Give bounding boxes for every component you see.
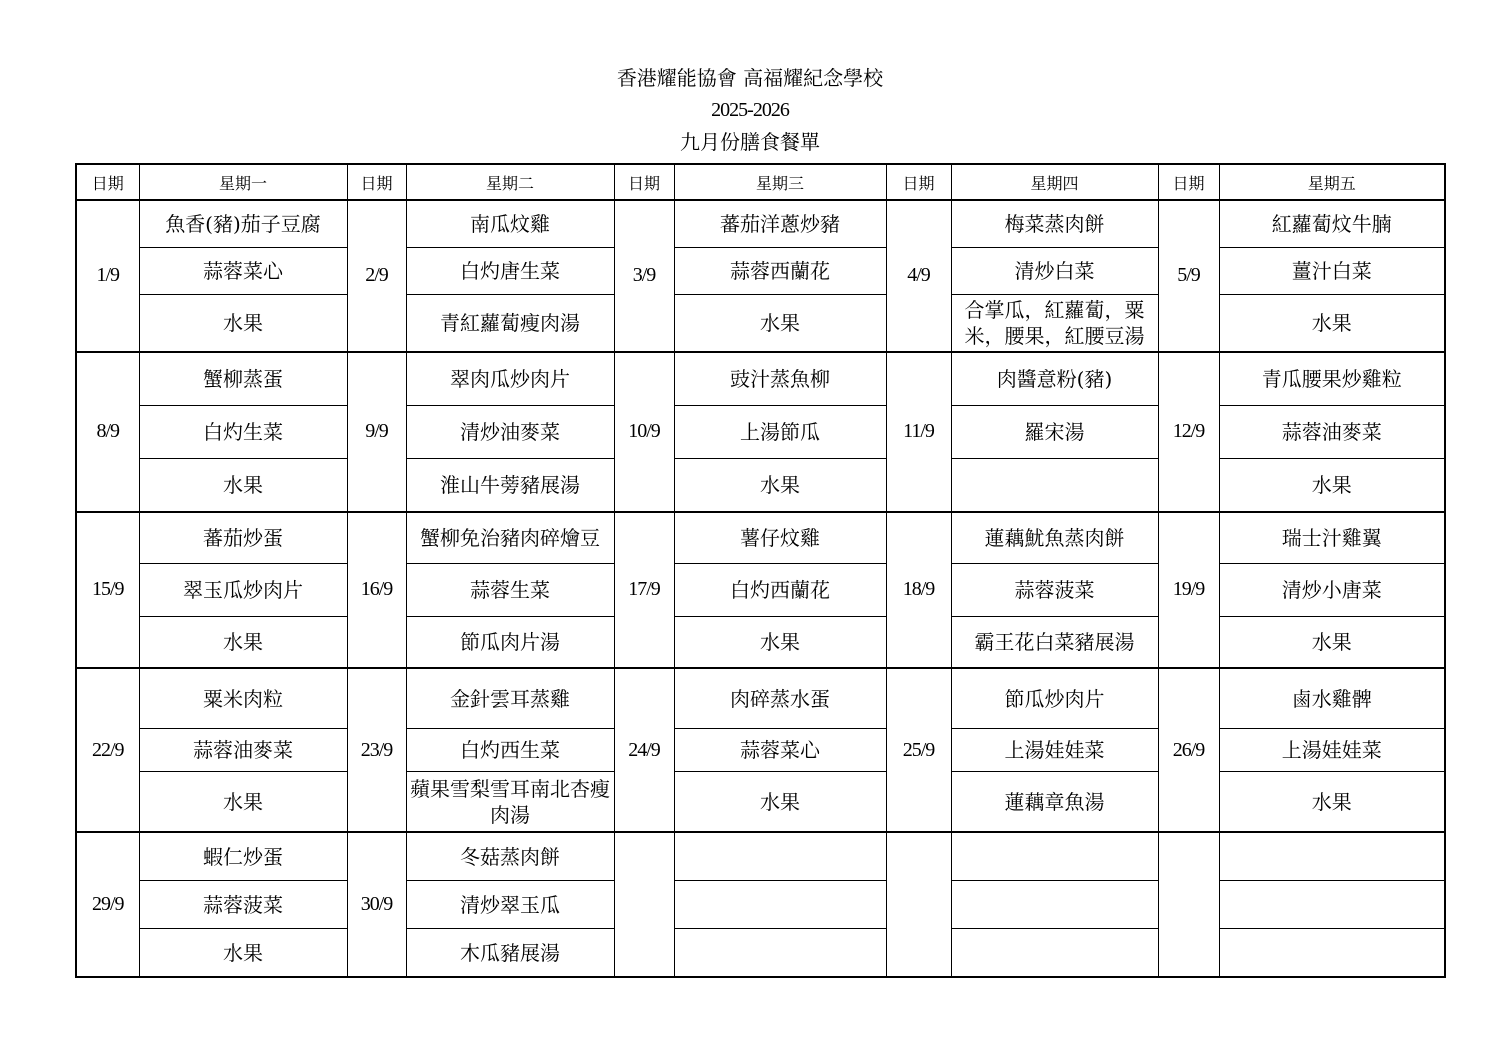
- menu-item: 合掌瓜，紅蘿蔔，粟米，腰果，紅腰豆湯: [951, 294, 1158, 351]
- menu-item: 水果: [1219, 294, 1445, 351]
- date-cell: 11/9: [886, 352, 951, 512]
- menu-item: 翠肉瓜炒肉片: [406, 352, 614, 405]
- menu-item: 水果: [139, 929, 347, 977]
- date-cell: 10/9: [614, 352, 674, 512]
- menu-item: 蟹柳免治豬肉碎燴豆: [406, 512, 614, 564]
- table-row: [76, 247, 1445, 294]
- table-row: [76, 352, 1445, 405]
- table-row: [76, 564, 1445, 616]
- date-cell: 25/9: [886, 668, 951, 832]
- menu-item: 蕃茄炒蛋: [139, 512, 347, 564]
- menu-item: [951, 458, 1158, 511]
- table-row: [76, 512, 1445, 564]
- menu-item: 清炒翠玉瓜: [406, 880, 614, 928]
- menu-body: [76, 200, 1445, 977]
- header-monday: 星期一: [139, 164, 347, 200]
- date-cell: 30/9: [347, 832, 406, 977]
- header-tuesday: 星期二: [406, 164, 614, 200]
- menu-item: 蓮藕章魚湯: [951, 772, 1158, 832]
- menu-item: 肉碎蒸水蛋: [674, 668, 886, 728]
- menu-item: 水果: [1219, 458, 1445, 511]
- menu-item: 金針雲耳蒸雞: [406, 668, 614, 728]
- menu-item: 上湯娃娃菜: [1219, 729, 1445, 772]
- header-thursday: 星期四: [951, 164, 1158, 200]
- menu-item: [951, 929, 1158, 977]
- menu-item: 上湯娃娃菜: [951, 729, 1158, 772]
- menu-item: 上湯節瓜: [674, 405, 886, 458]
- menu-item: 南瓜炆雞: [406, 200, 614, 247]
- menu-item: 水果: [139, 458, 347, 511]
- header-date-fri: 日期: [1158, 164, 1219, 200]
- header-wednesday: 星期三: [674, 164, 886, 200]
- date-cell: 4/9: [886, 200, 951, 352]
- menu-item: [674, 929, 886, 977]
- table-row: [76, 294, 1445, 351]
- table-row: [76, 200, 1445, 247]
- table-row: [76, 458, 1445, 511]
- date-cell: 9/9: [347, 352, 406, 512]
- date-cell: 12/9: [1158, 352, 1219, 512]
- date-cell: 29/9: [76, 832, 139, 977]
- date-cell: 3/9: [614, 200, 674, 352]
- date-cell: [614, 832, 674, 977]
- date-cell: 24/9: [614, 668, 674, 832]
- menu-item: 蒜蓉西蘭花: [674, 247, 886, 294]
- menu-item: 白灼西蘭花: [674, 564, 886, 616]
- menu-item: 節瓜炒肉片: [951, 668, 1158, 728]
- menu-item: 蒜蓉菜心: [139, 247, 347, 294]
- menu-item: 粟米肉粒: [139, 668, 347, 728]
- menu-item: 翠玉瓜炒肉片: [139, 564, 347, 616]
- date-cell: 5/9: [1158, 200, 1219, 352]
- table-row: [76, 405, 1445, 458]
- menu-item: 節瓜肉片湯: [406, 616, 614, 668]
- menu-item: 蒜蓉油麥菜: [1219, 405, 1445, 458]
- school-name: 香港耀能協會 高福耀紀念學校: [616, 66, 884, 90]
- table-row: [76, 880, 1445, 928]
- menu-item: 薑汁白菜: [1219, 247, 1445, 294]
- date-cell: [886, 832, 951, 977]
- menu-item: 豉汁蒸魚柳: [674, 352, 886, 405]
- menu-item: 水果: [674, 294, 886, 351]
- menu-item: 水果: [674, 616, 886, 668]
- table-row: [76, 832, 1445, 880]
- table-row: [76, 729, 1445, 772]
- menu-item: 水果: [1219, 772, 1445, 832]
- menu-item: 蒜蓉菠菜: [951, 564, 1158, 616]
- menu-item: 蒜蓉菜心: [674, 729, 886, 772]
- table-row: [76, 929, 1445, 977]
- menu-item: 蕃茄洋蔥炒豬: [674, 200, 886, 247]
- menu-item: 鹵水雞髀: [1219, 668, 1445, 728]
- menu-item: 肉醬意粉(豬): [951, 352, 1158, 405]
- menu-item: 白灼西生菜: [406, 729, 614, 772]
- header-friday: 星期五: [1219, 164, 1445, 200]
- menu-item: 蒜蓉菠菜: [139, 880, 347, 928]
- menu-title: 九月份膳食餐單: [680, 130, 820, 154]
- date-cell: 8/9: [76, 352, 139, 512]
- date-cell: 2/9: [347, 200, 406, 352]
- header-row: [76, 164, 1445, 200]
- menu-item: [1219, 929, 1445, 977]
- menu-item: 水果: [139, 616, 347, 668]
- menu-item: 清炒小唐菜: [1219, 564, 1445, 616]
- menu-item: 水果: [139, 294, 347, 351]
- date-cell: 19/9: [1158, 512, 1219, 669]
- menu-item: 青紅蘿蔔瘦肉湯: [406, 294, 614, 351]
- menu-item: 淮山牛蒡豬展湯: [406, 458, 614, 511]
- header-date-tue: 日期: [347, 164, 406, 200]
- menu-table: [75, 163, 1446, 978]
- menu-item: 蒜蓉油麥菜: [139, 729, 347, 772]
- menu-item: 魚香(豬)茄子豆腐: [139, 200, 347, 247]
- date-cell: 26/9: [1158, 668, 1219, 832]
- menu-item: 水果: [674, 458, 886, 511]
- menu-item: 水果: [1219, 616, 1445, 668]
- menu-item: [1219, 880, 1445, 928]
- menu-item: [674, 832, 886, 880]
- date-cell: 1/9: [76, 200, 139, 352]
- table-row: [76, 772, 1445, 832]
- header-date-mon: 日期: [76, 164, 139, 200]
- menu-item: [951, 880, 1158, 928]
- menu-item: 水果: [674, 772, 886, 832]
- date-cell: 17/9: [614, 512, 674, 669]
- school-year: 2025-2026: [711, 99, 789, 121]
- table-row: [76, 616, 1445, 668]
- menu-item: 清炒油麥菜: [406, 405, 614, 458]
- menu-item: 蟹柳蒸蛋: [139, 352, 347, 405]
- menu-item: [1219, 832, 1445, 880]
- menu-item: 水果: [139, 772, 347, 832]
- menu-item: 蘋果雪梨雪耳南北杏瘦肉湯: [406, 772, 614, 832]
- menu-item: 青瓜腰果炒雞粒: [1219, 352, 1445, 405]
- menu-item: 薯仔炆雞: [674, 512, 886, 564]
- menu-item: 紅蘿蔔炆牛腩: [1219, 200, 1445, 247]
- menu-item: 白灼唐生菜: [406, 247, 614, 294]
- menu-item: 蝦仁炒蛋: [139, 832, 347, 880]
- date-cell: [1158, 832, 1219, 977]
- menu-item: 霸王花白菜豬展湯: [951, 616, 1158, 668]
- menu-item: 梅菜蒸肉餅: [951, 200, 1158, 247]
- menu-item: 羅宋湯: [951, 405, 1158, 458]
- menu-item: 蓮藕魷魚蒸肉餅: [951, 512, 1158, 564]
- page-header: [0, 62, 1500, 158]
- table-row: [76, 668, 1445, 728]
- menu-item: 清炒白菜: [951, 247, 1158, 294]
- date-cell: 18/9: [886, 512, 951, 669]
- date-cell: 23/9: [347, 668, 406, 832]
- date-cell: 22/9: [76, 668, 139, 832]
- menu-item: 木瓜豬展湯: [406, 929, 614, 977]
- menu-item: 蒜蓉生菜: [406, 564, 614, 616]
- menu-item: [951, 832, 1158, 880]
- header-date-thu: 日期: [886, 164, 951, 200]
- menu-item: 白灼生菜: [139, 405, 347, 458]
- menu-item: 冬菇蒸肉餅: [406, 832, 614, 880]
- menu-item: [674, 880, 886, 928]
- date-cell: 15/9: [76, 512, 139, 669]
- header-date-wed: 日期: [614, 164, 674, 200]
- menu-item: 瑞士汁雞翼: [1219, 512, 1445, 564]
- date-cell: 16/9: [347, 512, 406, 669]
